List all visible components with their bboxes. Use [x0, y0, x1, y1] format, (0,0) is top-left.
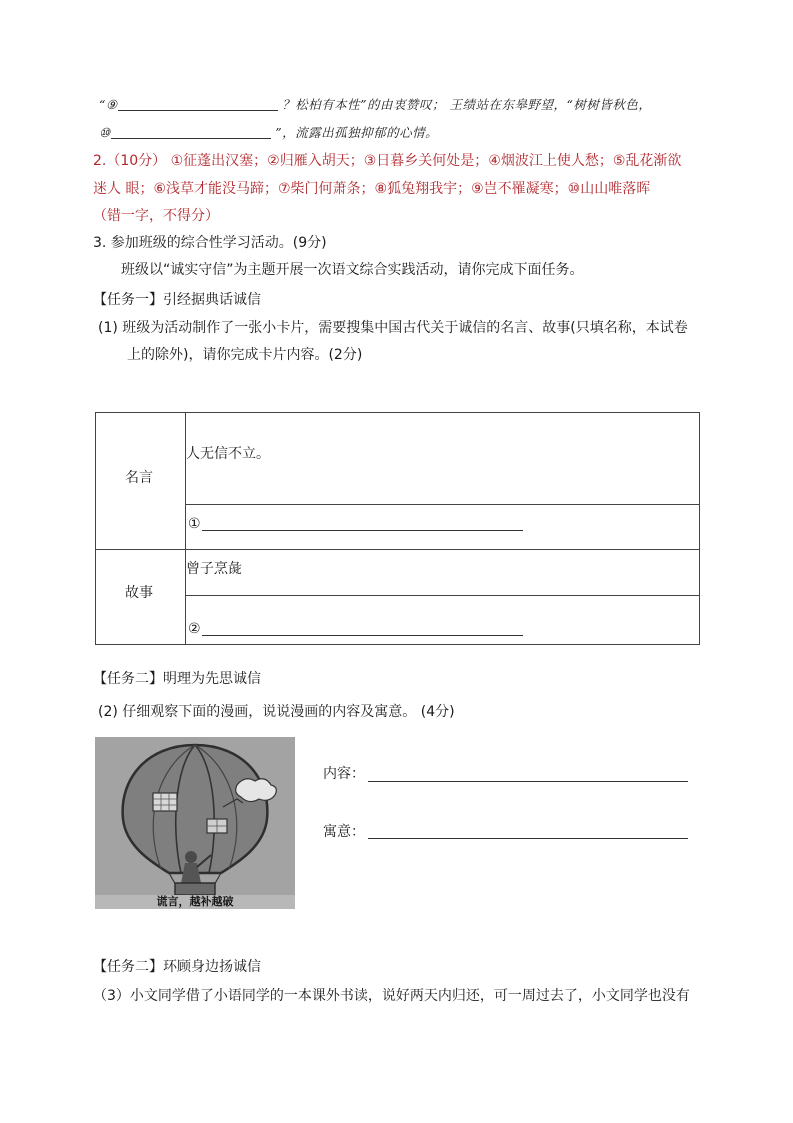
task-heading: 【任务二】环顾身边扬诚信 — [93, 959, 261, 975]
motto-blank-number: ① — [188, 516, 201, 532]
meaning-answer-line[interactable] — [368, 838, 688, 839]
content-answer-line[interactable] — [368, 781, 688, 782]
blank-number-9: “⑨ — [99, 97, 118, 112]
poem-fill-line-10 — [99, 123, 438, 143]
task-question: (2) 仔细观察下面的漫画，说说漫画的内容及寓意。 (4分) — [98, 704, 455, 720]
table-divider — [96, 549, 699, 550]
task-question: 上的除外)，请你完成卡片内容。(2分) — [127, 347, 363, 363]
question-intro: 班级以“诚实守信”为主题开展一次语文综合实践活动，请你完成下面任务。 — [121, 262, 584, 278]
task-heading: 【任务二】明理为先思诚信 — [93, 671, 261, 687]
poem-text: ？松柏有本性”的由衷赞叹； 王绩站在东皋野望，“树树皆秋色， — [282, 97, 652, 112]
blank-number-10: ⑩ — [99, 125, 111, 140]
poem-text: ”，流露出孤独抑郁的心情。 — [275, 125, 439, 140]
story-label: 故事 — [125, 585, 153, 601]
story-answer-line[interactable] — [202, 635, 523, 636]
motto-answer-line[interactable] — [202, 530, 523, 531]
meaning-label: 寓意： — [323, 824, 365, 840]
answer-key-note: （错一字，不得分） — [93, 208, 219, 224]
table-divider — [185, 504, 699, 505]
story-blank-number: ② — [188, 621, 201, 637]
card-table — [95, 412, 700, 645]
answer-blank-10 — [111, 124, 271, 139]
motto-example: 人无信不立。 — [186, 446, 270, 462]
answer-blank-9 — [118, 96, 278, 111]
story-example: 曾子烹彘 — [186, 561, 242, 577]
answer-key-line: 迷人 眼；⑥浅草才能没马蹄；⑦柴门何萧条；⑧狐兔翔我宇；⑨岂不罹凝寒；⑩山山唯落晖 — [93, 181, 651, 197]
content-label: 内容： — [323, 766, 365, 782]
table-divider — [185, 595, 699, 596]
hot-air-balloon-icon — [95, 737, 295, 909]
motto-label: 名言 — [125, 470, 153, 486]
answer-key-line: 2.（10分） ①征蓬出汉塞；②归雁入胡天；③日暮乡关何处是；④烟波江上使人愁；⑤乱花渐欲 — [93, 153, 682, 169]
cartoon-image — [95, 737, 295, 909]
task-question: （3）小文同学借了小语同学的一本课外书读，说好两天内归还，可一周过去了，小文同学也没有 — [93, 988, 690, 1004]
poem-fill-line-9 — [99, 95, 651, 115]
cartoon-caption: 谎言，越补越破 — [156, 895, 234, 908]
task-question: (1) 班级为活动制作了一张小卡片，需要搜集中国古代关于诚信的名言、故事(只填名称，本试卷 — [98, 320, 688, 336]
task-heading: 【任务一】引经据典话诚信 — [93, 292, 261, 308]
question-title: 3. 参加班级的综合性学习活动。(9分) — [93, 235, 327, 251]
